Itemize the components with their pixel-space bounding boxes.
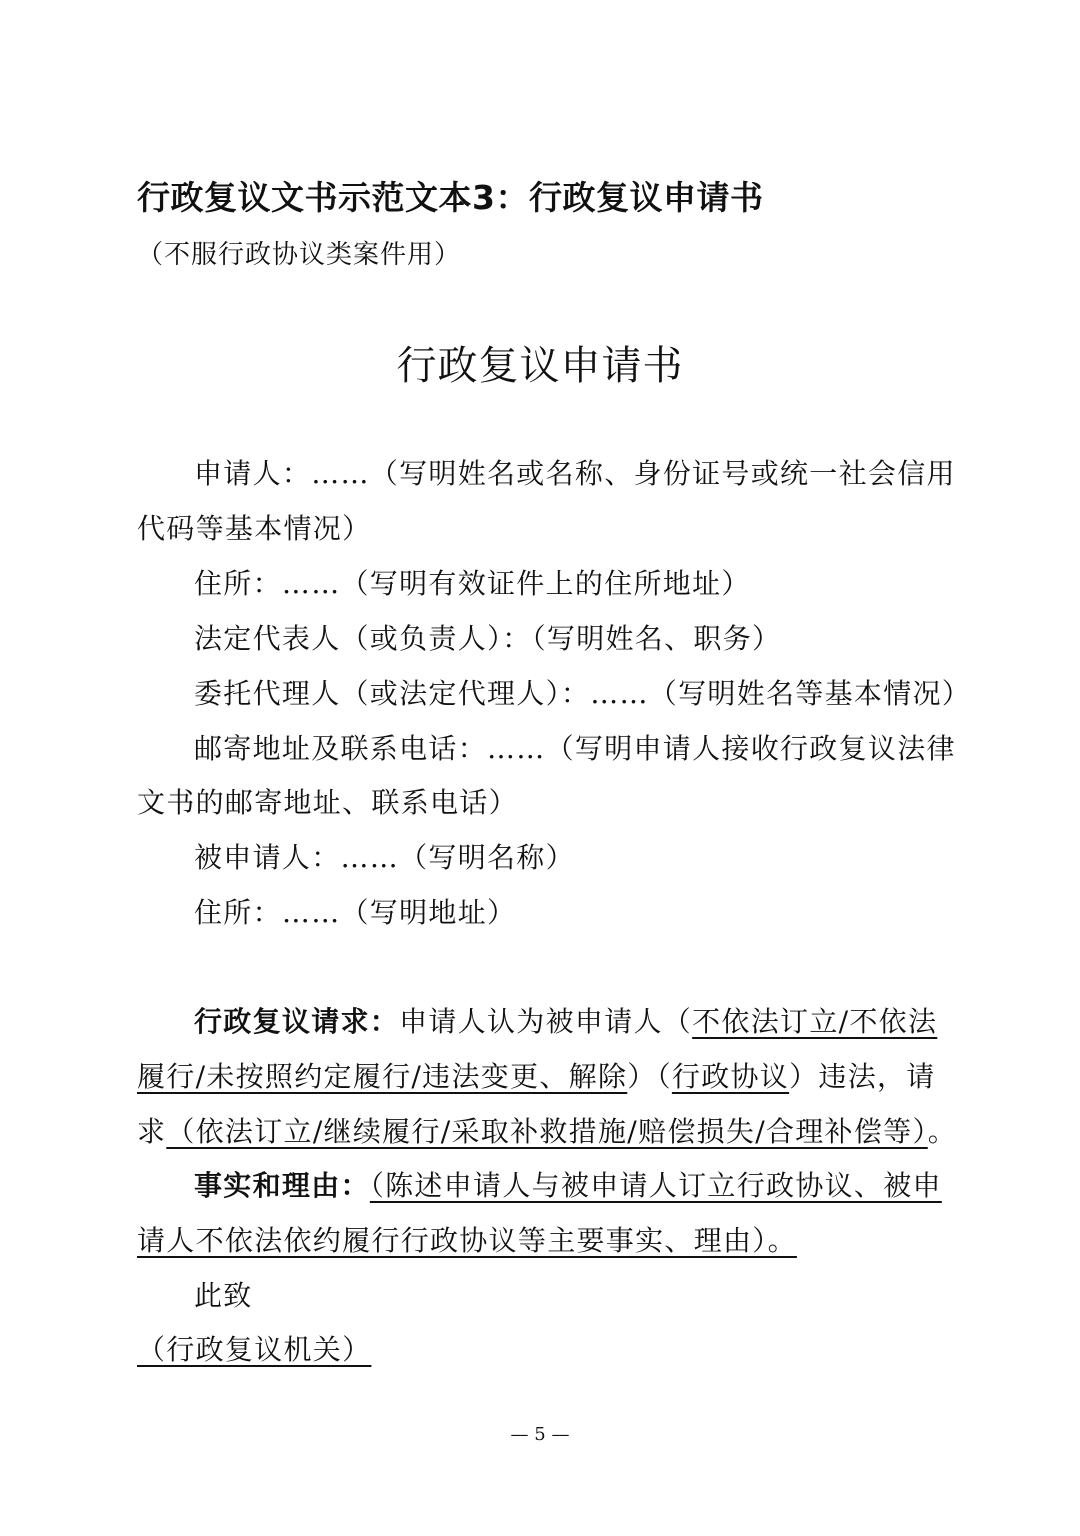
facts-label: 事实和理由：	[194, 1169, 370, 1202]
respondent-address-line: 住所：……（写明地址）	[194, 896, 517, 929]
request-text-4: 求	[137, 1115, 167, 1148]
document-heading: 行政复议文书示范文本3：行政复议申请书	[137, 178, 764, 217]
salutation: 此致	[194, 1279, 253, 1312]
request-text-1: 申请人认为被申请人（	[399, 1005, 693, 1038]
recipient-authority: （行政复议机关）	[137, 1333, 372, 1366]
request-underlined-2: 履行/未按照约定履行/违法变更、解除	[137, 1060, 628, 1093]
request-text-5: 。	[927, 1115, 958, 1148]
request-line-3	[137, 1115, 958, 1148]
request-line-2	[137, 1060, 936, 1093]
agent-line: 委托代理人（或法定代理人）：……（写明姓名等基本情况）	[194, 677, 972, 710]
applicant-line-2: 代码等基本情况）	[137, 512, 372, 545]
request-underlined-1: 不依法订立/不依法	[692, 1005, 938, 1038]
facts-line-1	[194, 1169, 942, 1202]
facts-underlined-1: （陈述申请人与被申请人订立行政协议、被申	[369, 1169, 942, 1202]
request-underlined-3: 行政协议	[671, 1060, 790, 1093]
page-number: — 5 —	[510, 1424, 570, 1445]
applicant-address-line: 住所：……（写明有效证件上的住所地址）	[194, 567, 751, 600]
form-title: 行政复议申请书	[396, 343, 684, 389]
document-subheading: （不服行政协议类案件用）	[137, 240, 462, 270]
request-text-3: ）违法，请	[789, 1060, 936, 1093]
legal-representative-line: 法定代表人（或负责人）：（写明姓名、职务）	[194, 622, 782, 655]
applicant-line-1: 申请人：……（写明姓名或名称、身份证号或统一社会信用	[194, 457, 956, 490]
request-text-2: ）（	[627, 1060, 672, 1093]
respondent-line: 被申请人：……（写明名称）	[194, 841, 575, 874]
mailing-line-2: 文书的邮寄地址、联系电话）	[137, 786, 518, 819]
request-underlined-4: （依法订立/继续履行/采取补救措施/赔偿损失/合理补偿等）	[166, 1115, 928, 1148]
facts-underlined-2: 请人不依法依约履行行政协议等主要事实、理由）。	[137, 1224, 797, 1257]
facts-line-2	[137, 1224, 797, 1257]
request-line-1	[194, 1005, 938, 1038]
mailing-line-1: 邮寄地址及联系电话：……（写明申请人接收行政复议法律	[194, 732, 956, 765]
request-label: 行政复议请求：	[194, 1005, 400, 1038]
